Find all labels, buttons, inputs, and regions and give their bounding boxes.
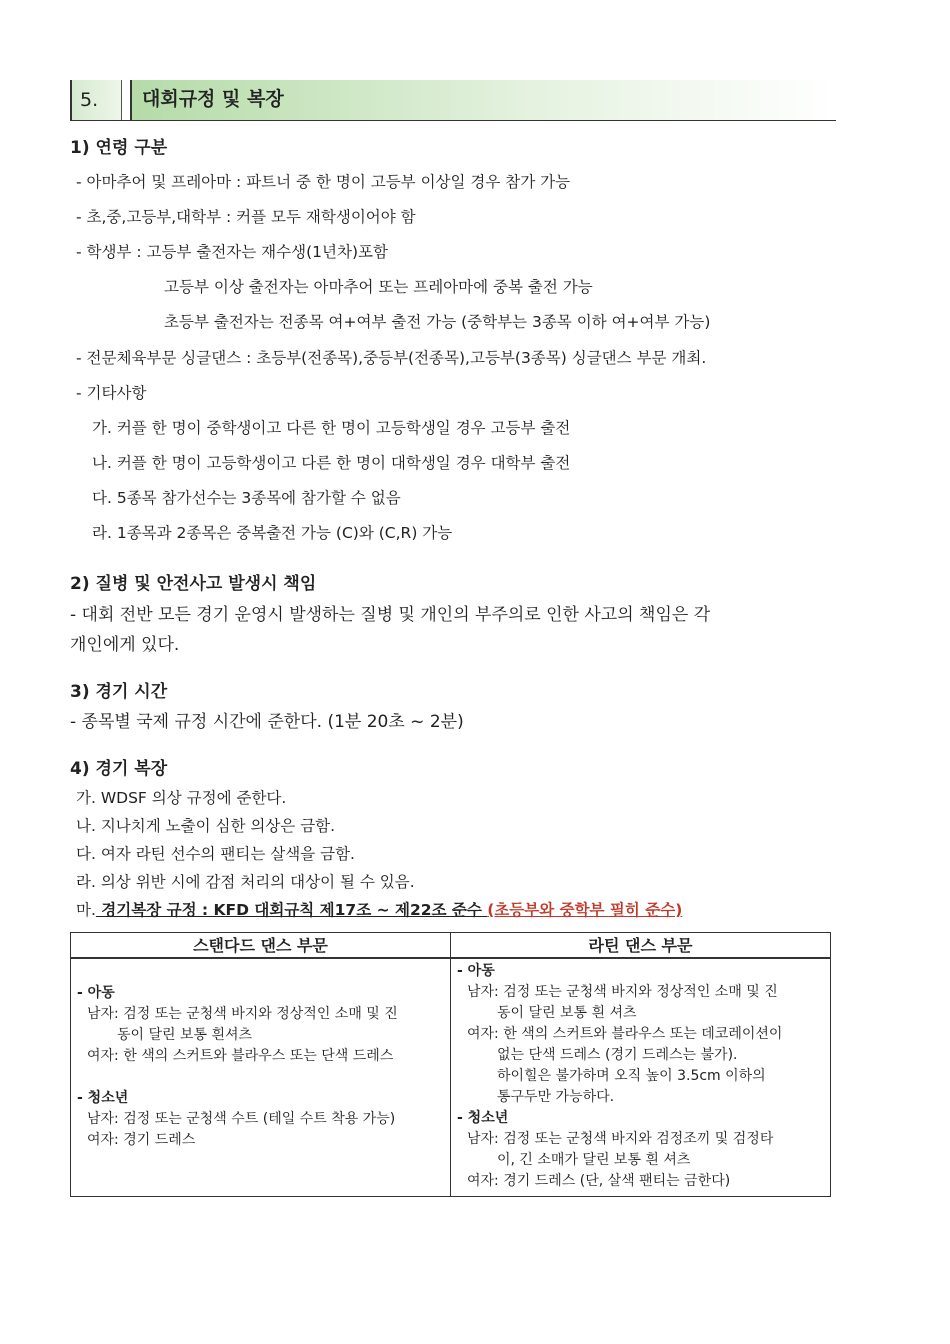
- standard-child-male: 남자: 검정 또는 군청색 바지와 정상적인 소매 및 진: [87, 1006, 398, 1022]
- section-title: 대회규정 및 복장: [130, 80, 836, 120]
- dress-line: 나. 지나치게 노출이 심한 의상은 금함.: [76, 817, 336, 835]
- latin-youth-male: 남자: 검정 또는 군청색 바지와 검정조끼 및 검정타: [467, 1131, 774, 1147]
- latin-child-female: 여자: 한 색의 스커트와 블라우스 또는 데코레이션이: [467, 1026, 783, 1042]
- dress-rule-note: (초등부와 중학부 필히 준수): [487, 901, 683, 919]
- standard-youth-label: - 청소년: [77, 1090, 129, 1106]
- latin-child-male: 남자: 검정 또는 군청색 바지와 정상적인 소매 및 진: [467, 984, 778, 1000]
- injury-line: 개인에게 있다.: [70, 635, 180, 655]
- section-number: 5.: [70, 80, 122, 120]
- age-line: 고등부 이상 출전자는 아마추어 또는 프레아마에 중복 출전 가능: [164, 278, 593, 296]
- standard-youth-male: 남자: 검정 또는 군청색 수트 (테일 수트 착용 가능): [87, 1111, 396, 1127]
- age-line: - 학생부 : 고등부 출전자는 재수생(1년차)포함: [76, 243, 388, 261]
- dress-code-table: [70, 932, 831, 1197]
- standard-child-female: 여자: 한 색의 스커트와 블라우스 또는 단색 드레스: [87, 1048, 394, 1064]
- dress-line: 라. 의상 위반 시에 감점 처리의 대상이 될 수 있음.: [76, 873, 415, 891]
- age-line: - 아마추어 및 프레아마 : 파트너 중 한 명이 고등부 이상일 경우 참가 가능: [76, 173, 571, 191]
- standard-child-male-cont: 동이 달린 보통 흰셔츠: [117, 1027, 253, 1043]
- table-header-latin: 라틴 댄스 부문: [451, 933, 831, 959]
- age-line: 라. 1종목과 2종목은 중복출전 가능 (C)와 (C,R) 가능: [92, 524, 453, 542]
- dress-rule-text: 경기복장 규정 : KFD 대회규칙 제17조 ~ 제22조 준수: [95, 901, 488, 919]
- latin-cell: [451, 958, 831, 1197]
- age-line: 다. 5종목 참가선수는 3종목에 참가할 수 없음: [92, 489, 401, 507]
- latin-child-female-cont: 통구두만 가능하다.: [497, 1089, 615, 1105]
- standard-youth-female: 여자: 경기 드레스: [87, 1132, 196, 1148]
- age-line: 초등부 출전자는 전종목 여+여부 출전 가능 (중학부는 3종목 이하 여+여부 가능): [164, 313, 711, 331]
- injury-line: - 대회 전반 모든 경기 운영시 발생하는 질병 및 개인의 부주의로 인한 사고의 책임은 각: [70, 605, 711, 625]
- table-header-standard: 스탠다드 댄스 부문: [71, 933, 451, 959]
- dress-rule-prefix: 마.: [76, 901, 96, 919]
- standard-child-label: - 아동: [77, 985, 115, 1001]
- standard-cell: [71, 958, 451, 1197]
- time-line: - 종목별 국제 규정 시간에 준한다. (1분 20초 ~ 2분): [70, 712, 464, 732]
- injury-heading: 2) 질병 및 안전사고 발생시 책임: [70, 574, 317, 594]
- dress-rule-line: [76, 899, 682, 921]
- latin-child-female-cont: 하이힐은 불가하며 오직 높이 3.5cm 이하의: [497, 1068, 766, 1084]
- age-line: - 기타사항: [76, 384, 147, 402]
- latin-youth-female: 여자: 경기 드레스 (단, 살색 팬티는 금한다): [467, 1173, 731, 1189]
- age-heading: 1) 연령 구분: [70, 138, 168, 158]
- latin-child-male-cont: 동이 달린 보통 흰 셔츠: [497, 1005, 637, 1021]
- section-header: [70, 80, 836, 121]
- time-heading: 3) 경기 시간: [70, 682, 168, 702]
- latin-child-label: - 아동: [457, 963, 495, 979]
- age-line: - 초,중,고등부,대학부 : 커플 모두 재학생이어야 함: [76, 208, 416, 226]
- age-line: 나. 커플 한 명이 고등학생이고 다른 한 명이 대학생일 경우 대학부 출전: [92, 454, 571, 472]
- latin-youth-male-cont: 이, 긴 소매가 달린 보통 흰 셔츠: [497, 1152, 691, 1168]
- dress-line: 다. 여자 라틴 선수의 팬티는 살색을 금함.: [76, 845, 355, 863]
- spacer: [77, 1067, 444, 1088]
- age-line: 가. 커플 한 명이 중학생이고 다른 한 명이 고등학생일 경우 고등부 출전: [92, 419, 571, 437]
- latin-child-female-cont: 없는 단색 드레스 (경기 드레스는 불가).: [497, 1047, 738, 1063]
- dress-heading: 4) 경기 복장: [70, 759, 168, 779]
- dress-line: 가. WDSF 의상 규정에 준한다.: [76, 789, 287, 807]
- age-line: - 전문체육부문 싱글댄스 : 초등부(전종목),중등부(전종목),고등부(3종목) 싱글댄스 부문 개최.: [76, 349, 707, 367]
- latin-youth-label: - 청소년: [457, 1110, 509, 1126]
